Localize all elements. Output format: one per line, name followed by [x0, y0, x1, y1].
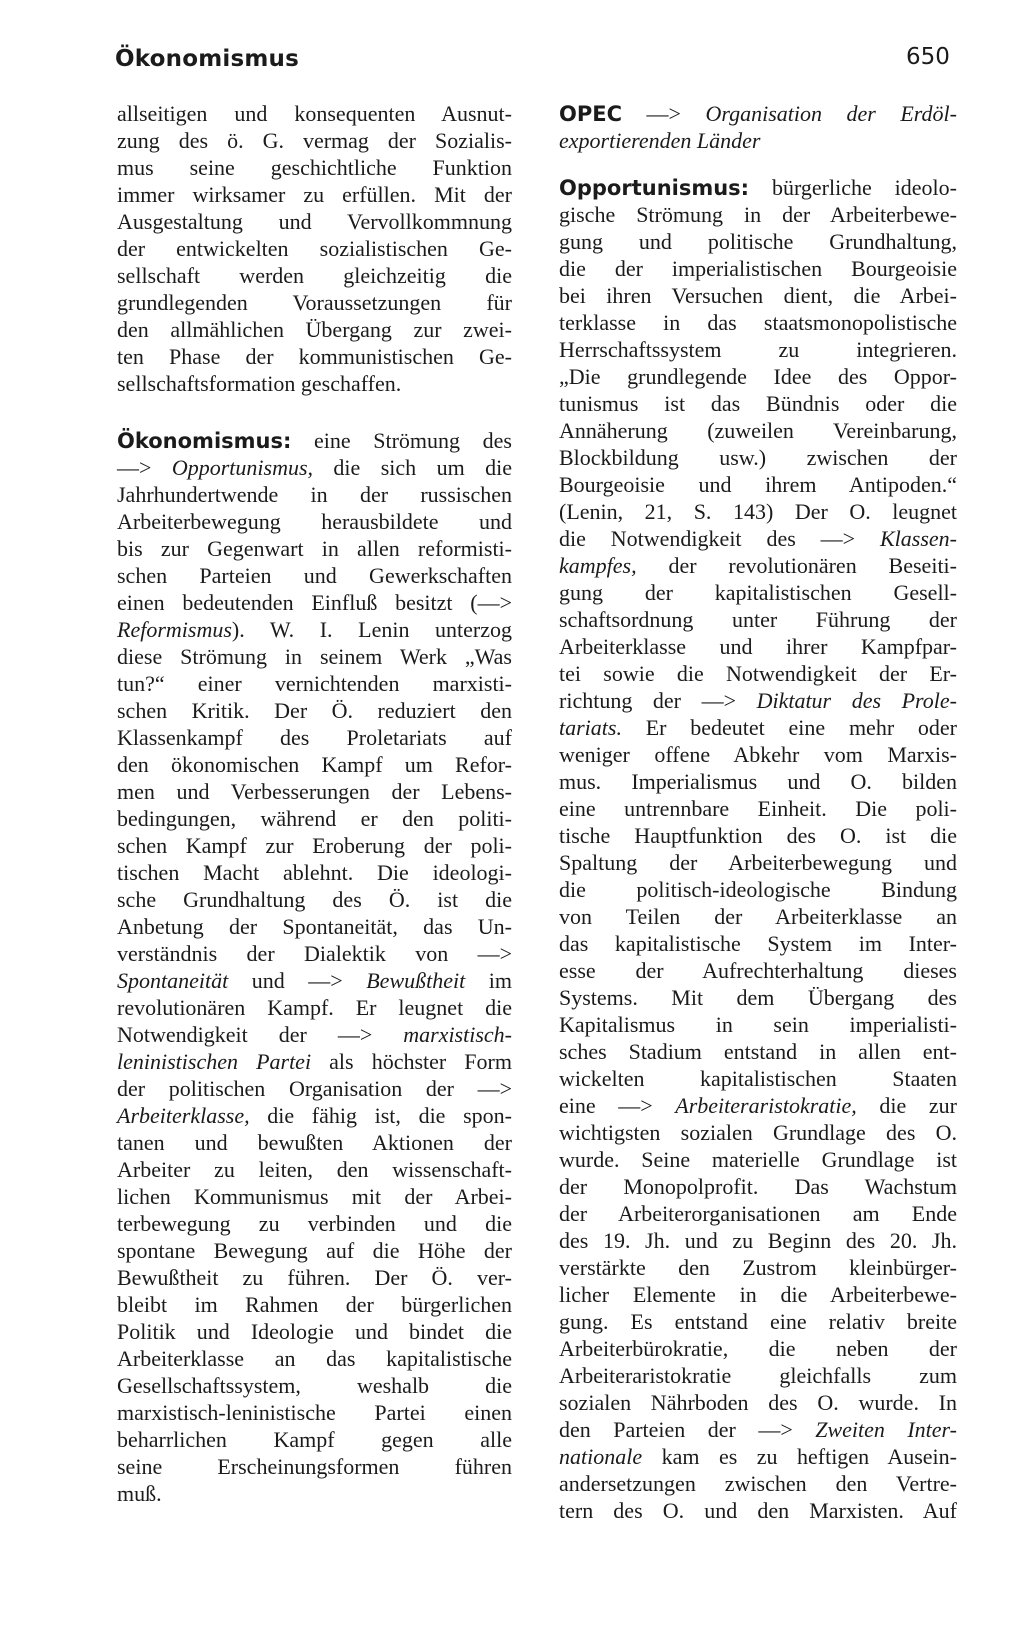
- entry-headword: OPEC: [559, 102, 622, 126]
- text-line: Arbeiterbewegung herausbildete und: [117, 509, 512, 534]
- text-line: Blockbildung usw.) zwischen der: [559, 445, 957, 470]
- text-line: der Arbeiterorganisationen am Ende: [559, 1201, 957, 1226]
- cross-reference-link[interactable]: Diktatur des Prole-: [756, 688, 957, 713]
- text-line: muß.: [117, 1481, 162, 1506]
- entry-opportunismus: [559, 174, 957, 1524]
- cross-reference-link[interactable]: Reformismus: [117, 617, 232, 642]
- entry-headword: Opportunismus:: [559, 176, 750, 200]
- cross-reference-link[interactable]: Arbeiterklasse,: [117, 1103, 250, 1128]
- text-line: wurde. Seine materielle Grundlage ist: [559, 1147, 957, 1172]
- text-line: [559, 714, 957, 741]
- text-run: die zur: [856, 1093, 957, 1118]
- text-line: [559, 687, 957, 714]
- text-line: von Teilen der Arbeiterklasse an: [559, 904, 957, 929]
- text-run: der revolutionären Beseiti-: [636, 553, 957, 578]
- cross-reference-link[interactable]: nationale: [559, 1444, 643, 1469]
- cross-reference-link[interactable]: Zweiten Inter-: [815, 1417, 957, 1442]
- text-line: tunismus ist das Bündnis oder die: [559, 391, 957, 416]
- text-line: den allmählichen Übergang zur zwei-: [117, 317, 512, 342]
- text-line: esse der Aufrechterhaltung dieses: [559, 958, 957, 983]
- text-line: tun?“ einer vernichtenden marxisti-: [117, 671, 512, 696]
- text-line: licher Elemente in die Arbeiterbewe-: [559, 1282, 957, 1307]
- text-line: men und Verbesserungen der Lebens-: [117, 779, 512, 804]
- text-line: [117, 454, 512, 481]
- running-head: Ökonomismus: [115, 46, 299, 72]
- text-line: sozialen Nährboden des O. wurde. In: [559, 1390, 957, 1415]
- text-line: Klassenkampf des Proletariats auf: [117, 725, 512, 750]
- text-line: des 19. Jh. und zu Beginn des 20. Jh.: [559, 1228, 957, 1253]
- text-line: tei sowie die Notwendigkeit der Er-: [559, 661, 957, 686]
- text-line: gung. Es entstand eine relativ breite: [559, 1309, 957, 1334]
- continuation-paragraph: [117, 100, 512, 397]
- text-line: andersetzungen zwischen den Vertre-: [559, 1471, 957, 1496]
- entry-opec: [559, 100, 957, 154]
- text-line: bedingungen, während er den politi-: [117, 806, 512, 831]
- cross-reference-link[interactable]: Spontaneität: [117, 968, 229, 993]
- text-run: im: [465, 968, 512, 993]
- text-line: wichtigsten sozialen Grundlage des O.: [559, 1120, 957, 1145]
- text-run: ). W. I. Lenin unterzog: [231, 617, 512, 642]
- text-line: [559, 1416, 957, 1443]
- text-line: Arbeiter zu leiten, den wissenschaft-: [117, 1157, 512, 1182]
- text-line: sches Stadium entstand in allen ent-: [559, 1039, 957, 1064]
- text-run: den Parteien der —>: [559, 1417, 816, 1442]
- text-line: grundlegenden Voraussetzungen für: [117, 290, 512, 315]
- text-line: [117, 616, 512, 643]
- text-line: [559, 127, 957, 154]
- text-line: ten Phase der kommunistischen Ge-: [117, 344, 512, 369]
- text-line: der entwickelten sozialistischen Ge-: [117, 236, 512, 261]
- text-line: verstärkte den Zustrom kleinbürger-: [559, 1255, 957, 1280]
- entry-oekonomismus: [117, 427, 512, 1507]
- text-line: Gesellschaftssystem, weshalb die: [117, 1373, 512, 1398]
- text-run: Notwendigkeit der —>: [117, 1022, 404, 1047]
- text-line: wickelten kapitalistischen Staaten: [559, 1066, 957, 1091]
- text-line: Arbeiterbürokratie, die neben der: [559, 1336, 957, 1361]
- text-line: Anbetung der Spontaneität, das Un-: [117, 914, 512, 939]
- text-line: [559, 1443, 957, 1470]
- text-run: Er bedeutet eine mehr oder: [621, 715, 957, 740]
- cross-reference-arrow: —>: [117, 455, 172, 480]
- text-line: Arbeiterklasse an das kapitalistische: [117, 1346, 512, 1371]
- text-line: [559, 525, 957, 552]
- text-line: seine Erscheinungsformen führen: [117, 1454, 512, 1479]
- text-line: [117, 1021, 512, 1048]
- text-line: tern des O. und den Marxisten. Auf: [559, 1498, 957, 1523]
- text-run: und —>: [228, 968, 367, 993]
- text-line: terklasse in das staatsmonopolistische: [559, 310, 957, 335]
- text-line: gische Strömung in der Arbeiterbewe-: [559, 202, 957, 227]
- text-line: [559, 1092, 957, 1119]
- text-line: sche Grundhaltung des Ö. ist die: [117, 887, 512, 912]
- text-line: tanen und bewußten Aktionen der: [117, 1130, 512, 1155]
- text-line: die der imperialistischen Bourgeoisie: [559, 256, 957, 281]
- text-line: schen Kampf zur Eroberung der poli-: [117, 833, 512, 858]
- cross-reference-link[interactable]: kampfes,: [559, 553, 637, 578]
- text-line: lichen Kommunismus mit der Arbei-: [117, 1184, 512, 1209]
- text-run: bürgerliche ideolo-: [749, 175, 957, 200]
- text-line: Herrschaftssystem zu integrieren.: [559, 337, 957, 362]
- text-line: schaftsordnung unter Führung der: [559, 607, 957, 632]
- text-line: eine untrennbare Einheit. Die poli-: [559, 796, 957, 821]
- entry-headword: Ökonomismus:: [117, 429, 292, 453]
- cross-reference-link[interactable]: Klassen-: [880, 526, 957, 551]
- text-line: Annäherung (zuweilen Vereinbarung,: [559, 418, 957, 443]
- text-line: sellschaft werden gleichzeitig die: [117, 263, 512, 288]
- text-line: tische Hauptfunktion des O. ist die: [559, 823, 957, 848]
- text-run: als höchster Form: [311, 1049, 512, 1074]
- text-line: bis zur Gegenwart in allen reformisti-: [117, 536, 512, 561]
- text-line: zung des ö. G. vermag der Sozialis-: [117, 128, 512, 153]
- cross-reference-arrow: —>: [622, 101, 706, 126]
- text-line: mus seine geschichtliche Funktion: [117, 155, 512, 180]
- text-line: tischen Macht ablehnt. Die ideologi-: [117, 860, 512, 885]
- text-run: die sich um die: [313, 455, 512, 480]
- text-run: richtung der —>: [559, 688, 757, 713]
- left-column: [117, 100, 512, 1507]
- text-line: [559, 100, 957, 127]
- text-line: Spaltung der Arbeiterbewegung und: [559, 850, 957, 875]
- text-line: diese Strömung in seinem Werk „Was: [117, 644, 512, 669]
- text-line: terbewegung zu verbinden und die: [117, 1211, 512, 1236]
- text-line: der politischen Organisation der —>: [117, 1076, 512, 1101]
- text-line: Systems. Mit dem Übergang des: [559, 985, 957, 1010]
- text-line: beharrlichen Kampf gegen alle: [117, 1427, 512, 1452]
- text-line: Politik und Ideologie und bindet die: [117, 1319, 512, 1344]
- text-line: Ausgestaltung und Vervollkommnung: [117, 209, 512, 234]
- text-line: bleibt im Rahmen der bürgerlichen: [117, 1292, 512, 1317]
- text-line: die politisch-ideologische Bindung: [559, 877, 957, 902]
- text-line: immer wirksamer zu erfüllen. Mit der: [117, 182, 512, 207]
- text-line: gung und politische Grundhaltung,: [559, 229, 957, 254]
- text-line: [559, 174, 957, 201]
- cross-reference-link[interactable]: Bewußtheit: [366, 968, 466, 993]
- text-line: „Die grundlegende Idee des Oppor-: [559, 364, 957, 389]
- text-run: eine Strömung des: [291, 428, 512, 453]
- text-line: Arbeiteraristokratie gleichfalls zum: [559, 1363, 957, 1388]
- text-line: sellschaftsformation geschaffen.: [117, 371, 402, 396]
- cross-reference-link[interactable]: marxistisch-: [403, 1022, 512, 1047]
- text-line: spontane Bewegung auf die Höhe der: [117, 1238, 512, 1263]
- text-line: [117, 427, 512, 454]
- text-line: revolutionären Kampf. Er leugnet die: [117, 995, 512, 1020]
- text-line: weniger offene Abkehr vom Marxis-: [559, 742, 957, 767]
- text-line: allseitigen und konsequenten Ausnut-: [117, 101, 512, 126]
- text-line: marxistisch-leninistische Partei einen: [117, 1400, 512, 1425]
- text-line: Bourgeoisie und ihrem Antipoden.“: [559, 472, 957, 497]
- text-line: [559, 552, 957, 579]
- text-line: der Monopolprofit. Das Wachstum: [559, 1174, 957, 1199]
- text-line: gung der kapitalistischen Gesell-: [559, 580, 957, 605]
- text-line: bei ihren Versuchen dient, die Arbei-: [559, 283, 957, 308]
- text-line: [117, 1048, 512, 1075]
- text-line: verständnis der Dialektik von —>: [117, 941, 512, 966]
- cross-reference-link[interactable]: Organisation der Erdöl-: [705, 101, 957, 126]
- cross-reference-link[interactable]: exportierenden Länder: [559, 128, 761, 153]
- text-line: [117, 1102, 512, 1129]
- text-line: einen bedeutenden Einfluß besitzt (—>: [117, 590, 512, 615]
- text-run: die Notwendigkeit des —>: [559, 526, 880, 551]
- text-line: schen Parteien und Gewerkschaften: [117, 563, 512, 588]
- text-run: kam es zu heftigen Ausein-: [642, 1444, 957, 1469]
- entry-spacer: [559, 154, 957, 174]
- entry-spacer: [117, 397, 512, 427]
- cross-reference-link[interactable]: leninistischen Partei: [117, 1049, 312, 1074]
- cross-reference-link[interactable]: tariats.: [559, 715, 622, 740]
- text-line: das kapitalistische System im Inter-: [559, 931, 957, 956]
- text-line: (Lenin, 21, S. 143) Der O. leugnet: [559, 499, 957, 524]
- cross-reference-link[interactable]: Arbeiteraristokratie,: [675, 1093, 857, 1118]
- text-line: [117, 967, 512, 994]
- text-line: Bewußtheit zu führen. Der Ö. ver-: [117, 1265, 512, 1290]
- text-line: Jahrhundertwende in der russischen: [117, 482, 512, 507]
- page-number: 650: [906, 44, 950, 70]
- text-run: die fähig ist, die spon-: [249, 1103, 512, 1128]
- right-column: [559, 100, 957, 1524]
- text-line: schen Kritik. Der Ö. reduziert den: [117, 698, 512, 723]
- cross-reference-link[interactable]: Opportunismus,: [171, 455, 314, 480]
- text-line: den ökonomischen Kampf um Refor-: [117, 752, 512, 777]
- text-line: Arbeiterklasse und ihrer Kampfpar-: [559, 634, 957, 659]
- text-run: eine —>: [559, 1093, 676, 1118]
- text-line: Kapitalismus in sein imperialisti-: [559, 1012, 957, 1037]
- text-line: mus. Imperialismus und O. bilden: [559, 769, 957, 794]
